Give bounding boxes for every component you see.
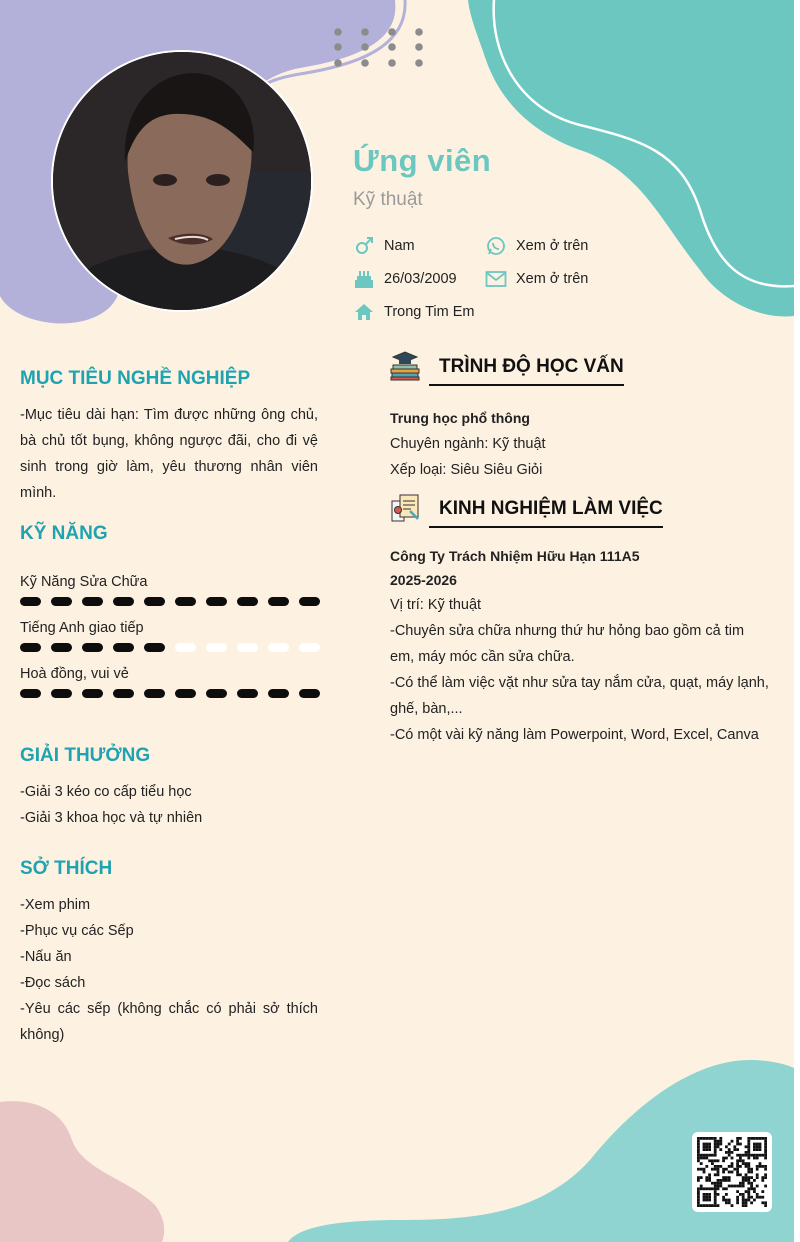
rating-dash-filled — [51, 643, 72, 652]
experience-heading: KINH NGHIỆM LÀM VIỆC — [429, 498, 663, 528]
rating-dash-filled — [20, 597, 41, 606]
rating-dash-filled — [51, 597, 72, 606]
rating-dash-filled — [82, 597, 103, 606]
rating-dash-filled — [268, 597, 289, 606]
candidate-title: Kỹ thuật — [353, 189, 423, 210]
rating-dash-filled — [144, 643, 165, 652]
envelope-icon — [485, 269, 507, 289]
graduation-books-icon — [390, 351, 420, 386]
rating-dash-filled — [237, 597, 258, 606]
address-row — [353, 302, 475, 322]
rating-dash-filled — [20, 689, 41, 698]
experience-details — [390, 546, 770, 748]
rating-dash-filled — [175, 689, 196, 698]
skill-rating — [20, 689, 320, 698]
hobby-item: -Nấu ăn — [20, 949, 72, 965]
phone-value: Xem ở trên — [516, 238, 589, 254]
rating-dash-empty — [175, 643, 196, 652]
whatsapp-icon — [485, 236, 507, 256]
rating-dash-filled — [144, 597, 165, 606]
experience-documents-icon — [390, 493, 420, 528]
gender-value: Nam — [384, 238, 415, 254]
qr-code[interactable] — [692, 1132, 772, 1212]
skill-rating — [20, 643, 320, 652]
rating-dash-empty — [299, 643, 320, 652]
email-row — [485, 269, 588, 289]
rating-dash-filled — [206, 597, 227, 606]
hobby-item: -Yêu các sếp (không chắc có phải sở thích không) — [20, 1001, 318, 1043]
birthday-value: 26/03/2009 — [384, 271, 457, 287]
birthday-row — [353, 269, 457, 289]
rating-dash-filled — [144, 689, 165, 698]
objective-text: -Mục tiêu dài hạn: Tìm được những ông chủ, bà chủ tốt bụng, không ngược đãi, cho đi vệ sinh trong giờ làm, yêu thương nhân viên mình. — [20, 407, 318, 501]
qr-code-graphic — [692, 1132, 772, 1212]
education-section-title — [390, 351, 624, 386]
rating-dash-filled — [299, 689, 320, 698]
skills-heading: KỸ NĂNG — [20, 523, 108, 544]
experience-position: Vị trí: Kỹ thuật — [390, 597, 482, 613]
gender-row — [353, 236, 415, 256]
rating-dash-filled — [113, 689, 134, 698]
education-details — [390, 405, 770, 483]
rating-dash-empty — [268, 643, 289, 652]
experience-detail: -Có một vài kỹ năng làm Powerpoint, Word, Excel, Canva — [390, 727, 759, 743]
rating-dash-filled — [268, 689, 289, 698]
rating-dash-empty — [206, 643, 227, 652]
skill-label: Hoà đồng, vui vẻ — [20, 666, 129, 682]
education-grade: Xếp loại: Siêu Siêu Giỏi — [390, 462, 543, 478]
experience-period: 2025-2026 — [390, 572, 457, 588]
rating-dash-filled — [206, 689, 227, 698]
rating-dash-filled — [82, 643, 103, 652]
hobby-item: -Xem phim — [20, 897, 91, 913]
education-major: Chuyên ngành: Kỹ thuật — [390, 436, 546, 452]
rating-dash-filled — [237, 689, 258, 698]
education-school: Trung học phổ thông — [390, 410, 530, 426]
objective-heading: MỤC TIÊU NGHỀ NGHIỆP — [20, 368, 251, 389]
rating-dash-filled — [82, 689, 103, 698]
rating-dash-filled — [299, 597, 320, 606]
home-icon — [353, 302, 375, 322]
hobby-item: -Phục vụ các Sếp — [20, 923, 134, 939]
avatar — [51, 50, 313, 312]
phone-row — [485, 236, 588, 256]
rating-dash-filled — [113, 643, 134, 652]
awards-heading: GIẢI THƯỞNG — [20, 745, 151, 766]
email-value: Xem ở trên — [516, 271, 589, 287]
experience-detail: -Có thể làm việc vặt như sửa tay nắm cửa, quạt, máy lạnh, ghế, bàn,... — [390, 675, 769, 717]
birthday-cake-icon — [353, 269, 375, 289]
skill-label: Kỹ Năng Sửa Chữa — [20, 574, 148, 590]
gender-icon — [353, 236, 375, 256]
skill-rating — [20, 597, 320, 606]
rating-dash-filled — [113, 597, 134, 606]
experience-section-title — [390, 493, 663, 528]
award-item: -Giải 3 khoa học và tự nhiên — [20, 810, 203, 826]
awards-list — [20, 779, 318, 831]
rating-dash-filled — [20, 643, 41, 652]
experience-company: Công Ty Trách Nhiệm Hữu Hạn 111A5 — [390, 548, 640, 564]
rating-dash-filled — [51, 689, 72, 698]
address-value: Trong Tim Em — [384, 304, 475, 320]
skill-label: Tiếng Anh giao tiếp — [20, 620, 144, 636]
hobby-item: -Đọc sách — [20, 975, 86, 991]
award-item: -Giải 3 kéo co cấp tiểu học — [20, 784, 192, 800]
rating-dash-empty — [237, 643, 258, 652]
education-heading: TRÌNH ĐỘ HỌC VẤN — [429, 356, 624, 386]
rating-dash-filled — [175, 597, 196, 606]
experience-detail: -Chuyên sửa chữa nhưng thứ hư hỏng bao gồm cả tim em, máy móc cần sửa chữa. — [390, 623, 745, 665]
hobbies-list — [20, 892, 318, 1048]
hobbies-heading: SỞ THÍCH — [20, 858, 113, 879]
candidate-name: Ứng viên — [353, 143, 492, 178]
